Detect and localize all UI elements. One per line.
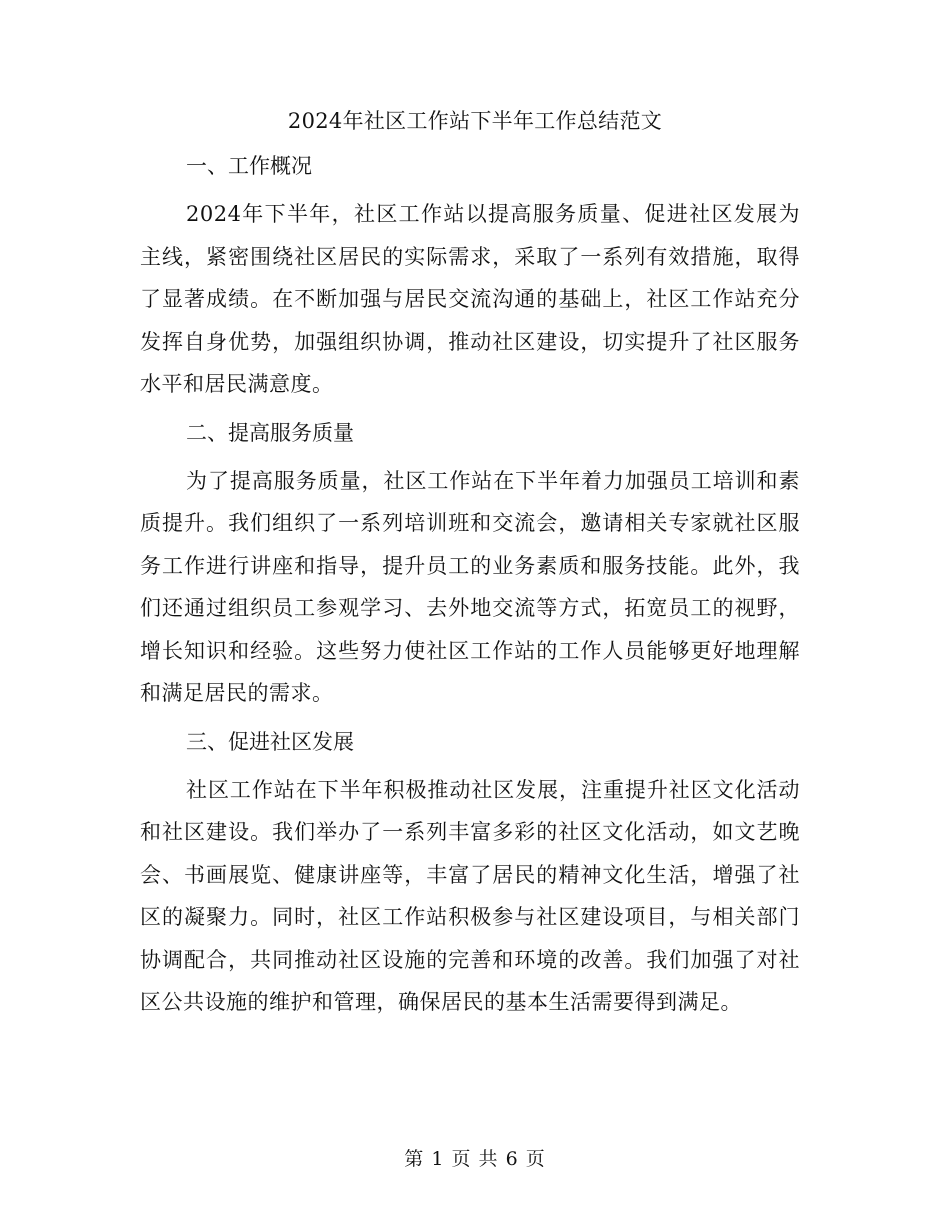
section-paragraph: 为了提高服务质量，社区工作站在下半年着力加强员工培训和素质提升。我们组织了一系列培训班和交流会，邀请相关专家就社区服务工作进行讲座和指导，提升员工的业务素质和服务技能。此外，我们还通过组织员工参观学习、去外地交流等方式，拓宽员工的视野，增长知识和经验。这些努力使社区工作站的工作人员能够更好地理解和满足居民的需求。 [140, 468, 800, 705]
section-heading: 三、促进社区发展 [186, 729, 354, 754]
page-footer [0, 1145, 950, 1173]
footer-total-pages: 6 [505, 1148, 519, 1170]
footer-suffix: 页 [525, 1148, 546, 1170]
section-paragraph: 社区工作站在下半年积极推动社区发展，注重提升社区文化活动和社区建设。我们举办了一系列丰富多彩的社区文化活动，如文艺晚会、书画展览、健康讲座等，丰富了居民的精神文化生活，增强了社区的凝聚力。同时，社区工作站积极参与社区建设项目，与相关部门协调配合，共同推动社区设施的完善和环境的改善。我们加强了对社区公共设施的维护和管理，确保居民的基本生活需要得到满足。 [140, 777, 800, 1014]
footer-page-word: 页 [451, 1148, 472, 1170]
footer-current-page: 1 [431, 1148, 445, 1170]
footer-prefix: 第 [404, 1148, 425, 1170]
footer-total-word: 共 [478, 1148, 499, 1170]
document-title: 2024年社区工作站下半年工作总结范文 [287, 109, 663, 133]
section-heading: 一、工作概况 [186, 154, 312, 178]
document-body [140, 149, 800, 1034]
section-paragraph: 2024年下半年，社区工作站以提高服务质量、促进社区发展为主线，紧密围绕社区居民的实际需求，采取了一系列有效措施，取得了显著成绩。在不断加强与居民交流沟通的基础上，社区工作站充分发挥自身优势，加强组织协调，推动社区建设，切实提升了社区服务水平和居民满意度。 [140, 202, 800, 396]
section-heading: 二、提高服务质量 [186, 420, 354, 445]
